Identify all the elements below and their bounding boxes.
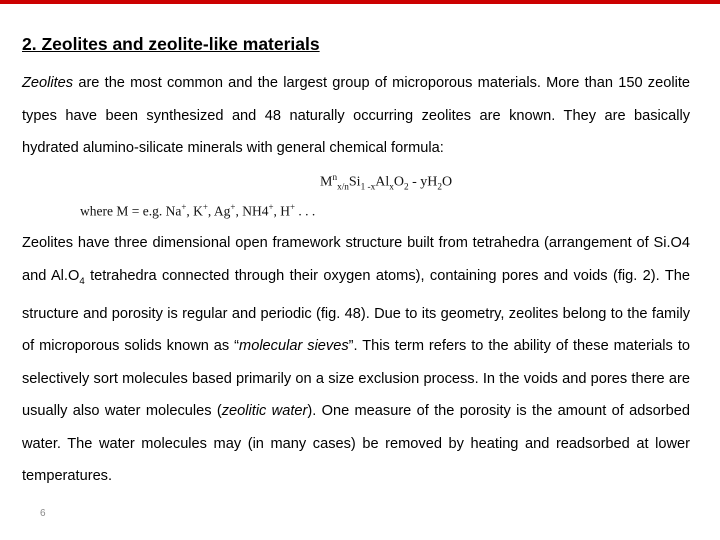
term-zeolitic-water: zeolitic water bbox=[221, 403, 308, 420]
body-paragraph: Zeolites have three dimensional open framework structure built from tetrahedra (arrangement of Si.O4 and $Al.O_4$ tetrahedra connected through their oxygen atoms), containing pores and voids (fig. 2). The structure and porosity is regular and periodic (fig. 48). Due to its geometry, zeolites belong to the family of microporous solids known as “molecular sieves”. This term refers to the ability of these materials to selectively sort molecules based primarily on a size exclusion process. In the voids and pores there are usually also water molecules (zeolitic water). One measure of the porosity is the amount of adsorbed water. The water molecules may (in many cases) be removed by heating and readsorbed at lower temperatures. bbox=[22, 235, 690, 485]
chemical-formula bbox=[0, 168, 720, 224]
term-molecular-sieves: molecular sieves bbox=[239, 338, 349, 355]
intro-term: Zeolites bbox=[22, 75, 74, 91]
general-formula: $M^n_{x/n}Si_{1 -x}Al_xO_2 - yH_2O$ bbox=[320, 172, 453, 192]
top-accent-line bbox=[0, 0, 720, 4]
cation-examples: where M = e.g. Na+, K+, Ag+, NH4+, H+ . . . bbox=[80, 202, 316, 219]
intro-paragraph bbox=[22, 67, 690, 165]
page-number: 6 bbox=[40, 508, 46, 519]
section-heading: 2. Zeolites and zeolite-like materials bbox=[22, 34, 320, 54]
intro-text: are the most common and the largest group of microporous materials. More than 150 zeolite types have been synthesized and 48 naturally occurring zeolites are known. They are basically hydrated alumino-silicate minerals with general chemical formula: bbox=[22, 75, 690, 156]
